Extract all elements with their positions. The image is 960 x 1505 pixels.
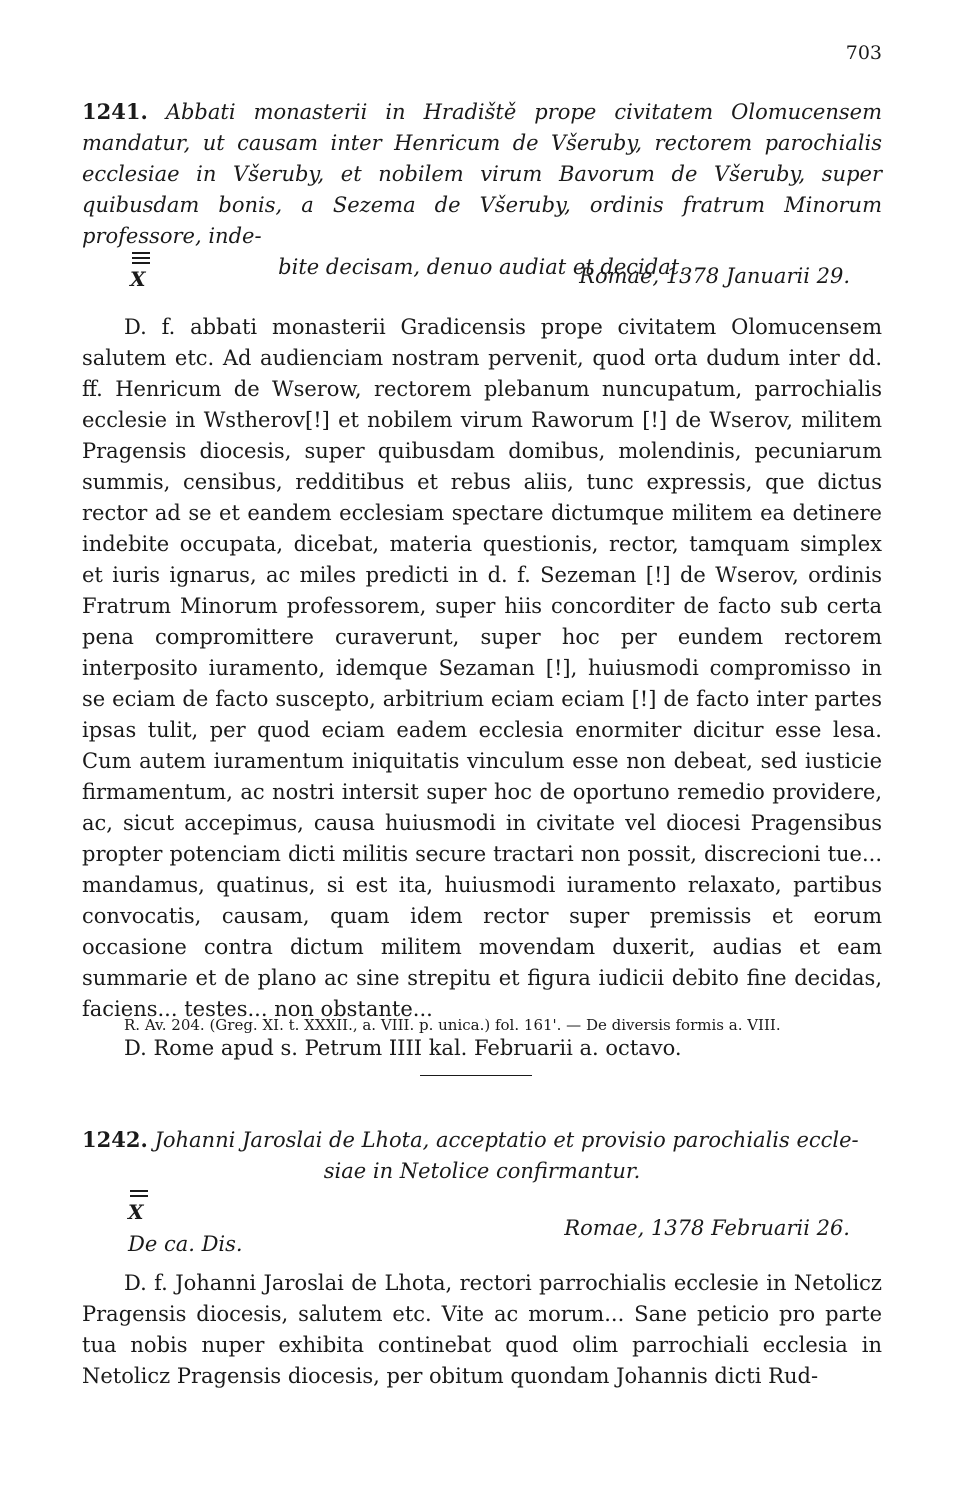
entry-1241-sigla: X xyxy=(130,252,150,291)
entry-1241-date: Romae, 1378 Januarii 29. xyxy=(579,264,850,288)
entry-1242-text: D. f. Johanni Jaroslai de Lhota, rectori parrochialis ecclesie in Netolicz Pragensis diocesis, salutem etc. Vite ac morum... Sane peticio pro parte tua nobis nuper exhibita continebat quod olim parrochiali ecclesia in Netolicz Pragensis diocesis, per obitum quondam Johannis dicti Rud- xyxy=(82,1271,882,1388)
page-number: 703 xyxy=(845,42,882,64)
entry-1241-closing: D. Rome apud s. Petrum IIII kal. Februarii a. octavo. xyxy=(124,1036,682,1060)
entry-1242-summary xyxy=(82,1124,882,1187)
entry-1242-number: 1242. xyxy=(82,1127,148,1152)
entry-1242-summary-text: Johanni Jaroslai de Lhota, acceptatio et provisio parochialis eccle- xyxy=(154,1128,859,1152)
entry-1241-summary-last: bite decisam, denuo audiat et decidat. xyxy=(278,255,686,279)
entry-1242-sub-sigla: De ca. Dis. xyxy=(128,1232,243,1256)
entry-1241-summary-text: Abbati monasterii in Hradiště prope civitatem Olomucensem mandatur, ut causam inter Henricum de Všeruby, rectorem parochialis ecclesiae in Všeruby, et nobilem virum Bavorum de Všeruby, super quibusdam bonis, a Sezema de Všeruby, ordinis fratrum Minorum professore, inde- xyxy=(82,100,883,248)
entry-1241-text: D. f. abbati monasterii Gradicensis prope civitatem Olomucensem salutem etc. Ad audienciam nostram pervenit, quod orta dudum inter dd. ff. Henricum de Wserow, rectorem plebanum nuncupatum, parrochialis ecclesie in Wstherov[!] et nobilem virum Raworum [!] de Wserov, militem Pragensis diocesis, super quibusdam domibus, molendinis, pecuniarum summis, censibus, redditibus et rebus aliis, tunc expressis, que dictus rector ad se et eandem ecclesiam spectare dictumque militem ea detinere indebite occupata, dicebat, materia questionis, rector, tamquam simplex et iuris ignarus, ac miles predicti in d. f. Sezeman [!] de Wserov, ordinis Fratrum Minorum professorem, super hiis concorditer de facto sub certa pena compromittere curaverunt, super hoc per eundem rectorem interposito iuramento, idemque Sezaman [!], huiusmodi compromisso in se eciam de facto suscepto, arbitrium eciam eciam [!] de facto inter partes ipsas tulit, per quod eciam eadem ecclesia enormiter dicitur esse lesa. Cum autem iuramentum iniquitatis vinculum esse non debeat, sed iusticie firmamentum, ac nostri intersit super hoc de oportuno remedio providere, ac, sicut accepimus, causa huiusmodi in civitate vel diocesi Pragensibus propter potenciam dicti militis secure tractari non possit, discrecioni tue... mandamus, quatinus, si est ita, huiusmodi iuramento relaxato, partibus convocatis, causam, quam idem rector super premissis et eorum occasione contra dictum militem movendam duxerit, audias et eam summarie et de plano ac sine strepitu et figura iudicii debito fine decidas, faciens... testes... non obstante... xyxy=(82,315,882,1021)
entry-1242-body xyxy=(82,1268,882,1392)
section-divider xyxy=(420,1075,532,1076)
entry-1241-body xyxy=(82,312,882,1064)
entry-1242-summary-last: siae in Netolice confirmantur. xyxy=(323,1159,641,1183)
entry-1241-summary xyxy=(82,96,882,283)
entry-1242-sigla: X xyxy=(128,1190,148,1224)
sigla-bars-icon xyxy=(130,1190,148,1197)
entry-1241-number: 1241. xyxy=(82,99,148,124)
entry-1241-note: R. Av. 204. (Greg. XI. t. XXXII., a. VIII. p. unica.) fol. 161'. — De diversis formis a. VIII. xyxy=(124,1016,781,1034)
sigla-bars-icon xyxy=(132,252,150,264)
entry-1242-date: Romae, 1378 Februarii 26. xyxy=(564,1216,850,1240)
